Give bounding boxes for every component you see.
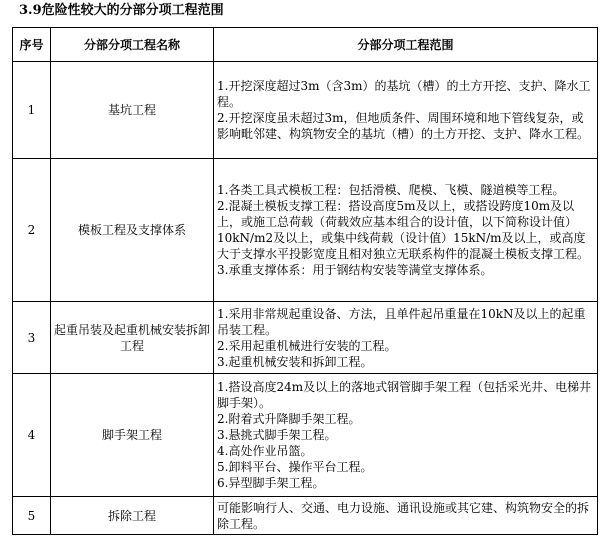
table-row [13, 302, 598, 374]
work-scope [214, 497, 598, 535]
scope-item: 1.搭设高度24m及以上的落地式钢管脚手架工程（包括采光井、电梯井脚手架）。 [217, 380, 592, 410]
scope-item: 6.异型脚手架工程。 [217, 476, 325, 490]
row-number: 1 [13, 62, 51, 159]
work-name: 脚手架工程 [51, 374, 214, 497]
header-scope: 分部分项工程范围 [214, 28, 598, 62]
table-row [13, 497, 598, 535]
header-name: 分部分项工程名称 [51, 28, 214, 62]
work-name: 模板工程及支撑体系 [51, 159, 214, 302]
work-scope [214, 159, 598, 302]
work-scope [214, 62, 598, 159]
row-number: 4 [13, 374, 51, 497]
work-name: 起重吊装及起重机械安装拆卸工程 [51, 302, 214, 374]
scope-item: 5.卸料平台、操作平台工程。 [217, 460, 373, 474]
work-scope [214, 374, 598, 497]
work-name: 拆除工程 [51, 497, 214, 535]
scope-item: 3.承重支撑体系：用于钢结构安装等满堂支撑体系。 [217, 263, 493, 277]
scope-item: 1.开挖深度超过3m（含3m）的基坑（槽）的土方开挖、支护、降水工程。 [217, 79, 591, 109]
row-number: 2 [13, 159, 51, 302]
scope-item: 2.附着式升降脚手架工程。 [217, 412, 361, 426]
scope-item: 可能影响行人、交通、电力设施、通讯设施或其它建、构筑物安全的拆除工程。 [217, 500, 590, 531]
row-number: 5 [13, 497, 51, 535]
row-number: 3 [13, 302, 51, 374]
scope-item: 4.高处作业吊篮。 [217, 444, 313, 458]
scope-item: 3.悬挑式脚手架工程。 [217, 428, 337, 442]
table-row [13, 159, 598, 302]
table-header-row [13, 28, 598, 62]
scope-item: 3.起重机械安装和拆卸工程。 [217, 354, 373, 369]
work-scope [214, 302, 598, 374]
scope-item: 1.采用非常规起重设备、方法，且单件起吊重量在10kN及以上的起重吊装工程。 [217, 306, 586, 337]
table-row [13, 374, 598, 497]
header-no: 序号 [13, 28, 51, 62]
section-title: 3.9危险性较大的分部分项工程范围 [19, 3, 224, 18]
work-name: 基坑工程 [51, 62, 214, 159]
scope-item: 2.混凝土模板支撑工程：搭设高度5m及以上，或搭设跨度10m及以上，或施工总荷载（荷载效应基本组合的设计值，以下简称设计值）10kN/m2及以上，或集中线荷载（设计值）15kN/m及以上，或高度大于支撑水平投影宽度且相对独立无联系构件的混凝土模板支撑工程。 [217, 199, 590, 261]
scope-item: 2.开挖深度虽未超过3m，但地质条件、周围环境和地下管线复杂，或影响毗邻建、构筑物安全的基坑（槽）的土方开挖、支护、降水工程。 [217, 111, 590, 141]
scope-item: 1.各类工具式模板工程：包括滑模、爬模、飞模、隧道模等工程。 [217, 183, 565, 197]
hazardous-works-scope-table [12, 27, 598, 535]
scope-item: 2.采用起重机械进行安装的工程。 [217, 338, 397, 353]
table-row [13, 62, 598, 159]
